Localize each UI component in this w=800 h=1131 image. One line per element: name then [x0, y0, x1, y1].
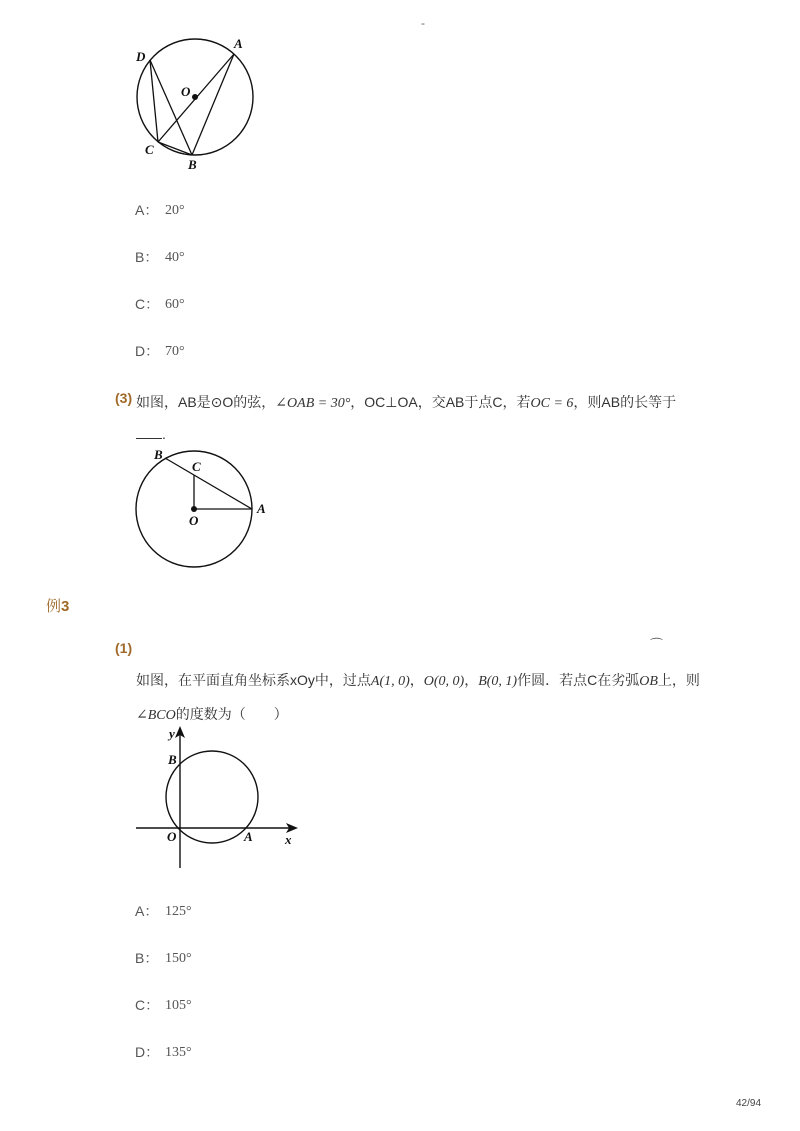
ex3-text-6: 的度数为（ ） — [175, 706, 288, 722]
q3-math-1: ∠OAB = 30° — [275, 396, 351, 411]
label-B: B — [154, 447, 163, 462]
arc-mark: ⌒ — [650, 637, 664, 652]
label-A: A — [244, 829, 253, 844]
center-point — [191, 506, 197, 512]
ex3-option-c-letter: C： — [135, 997, 160, 1013]
question-3-number: (3) — [115, 390, 133, 406]
answer-blank[interactable] — [136, 426, 162, 439]
label-y: y — [169, 726, 175, 741]
q3-text-2: ，OC⊥OA，交AB于点C，若 — [350, 394, 531, 410]
ex3-text-1: 如图，在平面直角坐标系xOy中，过点 — [136, 672, 371, 688]
label-C: C — [145, 142, 154, 157]
ex3-math-4: OB — [639, 674, 658, 689]
ex3-question-1-number: (1) — [115, 640, 133, 656]
ex3-text-4: 作圆．若点C在劣弧 — [517, 672, 640, 688]
circle-figure-2 — [128, 444, 276, 568]
ex3-math-3: B(0, 1) — [478, 674, 518, 689]
ex3-option-a-value: 125° — [165, 904, 192, 919]
example-number: 3 — [61, 598, 70, 615]
ex3-math-5: ∠BCO — [136, 708, 176, 723]
label-D: D — [136, 49, 146, 64]
ex3-option-d-letter: D： — [135, 1044, 160, 1060]
circle-figure-1 — [128, 30, 268, 178]
label-B: B — [188, 157, 197, 172]
ex3-option-b-value: 150° — [165, 951, 192, 966]
ex3-option-a-letter: A： — [135, 903, 159, 919]
ex3-text-2: ， — [409, 672, 424, 688]
ex3-option-b-letter: B： — [135, 950, 159, 966]
ex3-math-1: A(1, 0) — [370, 674, 410, 689]
label-O: O — [189, 513, 199, 528]
example-prefix: 例 — [46, 598, 62, 615]
label-B: B — [168, 752, 177, 767]
segment-DC — [150, 60, 158, 142]
q3-answer-line — [136, 426, 166, 442]
page-number: 42/94 — [736, 1098, 762, 1109]
ex3-question-1-text-line2 — [136, 704, 288, 724]
ex3-option-d-value: 135° — [165, 1045, 192, 1060]
q3-text-3: ，则AB的长等于 — [573, 394, 677, 410]
option-a-value: 20° — [165, 203, 185, 218]
question-3-text — [136, 392, 676, 412]
segment-BA — [165, 458, 252, 509]
option-a-letter: A： — [135, 202, 159, 218]
ex3-text-3: ， — [464, 672, 479, 688]
option-d-letter: D： — [135, 343, 160, 359]
option-b-value: 40° — [165, 250, 185, 265]
label-O: O — [167, 829, 177, 844]
label-A: A — [234, 36, 243, 51]
q3-text-4: . — [162, 426, 166, 442]
option-d-value: 70° — [165, 344, 185, 359]
ex3-math-2: O(0, 0) — [423, 674, 465, 689]
coordinate-figure — [128, 722, 308, 874]
label-O: O — [181, 84, 191, 99]
label-A: A — [257, 501, 266, 516]
ex3-question-1-text — [136, 670, 700, 690]
ex3-option-c-value: 105° — [165, 998, 192, 1013]
ex3-text-5: 上，则 — [657, 672, 700, 688]
option-c-value: 60° — [165, 297, 185, 312]
q3-text-1: 如图，AB是⊙O的弦， — [136, 394, 276, 410]
option-b-letter: B： — [135, 249, 159, 265]
center-point — [192, 94, 198, 100]
segment-AB — [192, 54, 234, 155]
label-x: x — [285, 832, 292, 847]
label-C: C — [192, 459, 201, 474]
header-mark: - — [421, 16, 425, 30]
q3-math-2: OC = 6 — [530, 396, 574, 411]
option-c-letter: C： — [135, 296, 160, 312]
example-3-heading — [46, 595, 69, 616]
